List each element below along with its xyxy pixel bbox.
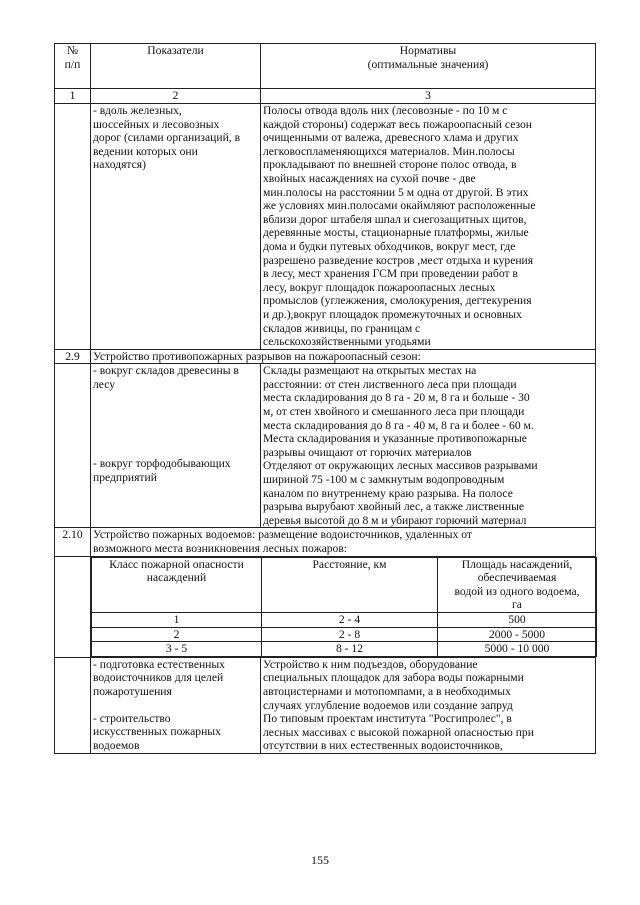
indicator-cell: - вокруг складов древесины в лесу - вокруг торфодобывающих предприятий bbox=[91, 364, 261, 528]
indicator-cell: - вдоль железных, шоссейных и лесовозных дорог (силами организаций, в ведении которых они находятся) bbox=[91, 104, 261, 350]
column-index: 3 bbox=[261, 89, 596, 104]
sub-header-distance: Расстояние, км bbox=[262, 557, 438, 612]
header-number: № п/п bbox=[55, 44, 91, 89]
row-number-empty bbox=[55, 657, 91, 753]
norm-cell: Устройство к ним подъездов, оборудование специальных площадок для забора воды пожарными автоцистернами и мотопомпами, а в необходимых случаях углубление водоемов или создание запруд По типовым проектам института "Росгипролес", в лесных массивах с высокой пожарной опасностью при отсутствии в них естественных водоисточников, bbox=[261, 657, 596, 753]
row-number-empty bbox=[55, 556, 91, 657]
section-row-2-10 bbox=[55, 528, 596, 556]
row-number-empty bbox=[55, 364, 91, 528]
section-title: Устройство противопожарных разрывов на пожароопасный сезон: bbox=[91, 349, 596, 364]
page-number: 155 bbox=[311, 853, 329, 867]
table-row-2-9-items bbox=[55, 364, 596, 528]
sub-header-area: Площадь насаждений, обеспечиваемая водой из одного водоема, га bbox=[438, 557, 597, 612]
column-index: 1 bbox=[55, 89, 91, 104]
table-row-roads bbox=[55, 104, 596, 350]
table-row: 2 2 - 8 2000 - 5000 bbox=[92, 627, 597, 642]
row-number: 2.9 bbox=[55, 349, 91, 364]
sub-table-row bbox=[55, 556, 596, 657]
table-row: 3 - 5 8 - 12 5000 - 10 000 bbox=[92, 642, 597, 657]
row-number: 2.10 bbox=[55, 528, 91, 556]
water-sources-table bbox=[91, 557, 597, 657]
norm-cell: Полосы отвода вдоль них (лесовозные - по 10 м с каждой стороны) содержат весь пожароопасный сезон очищенными от валежа, древесного хлама и других легковоспламеняющихся материалов. Мин.полосы прокладывают по внешней стороне полос отвода, в хвойных насаждениях на сухой почве - две мин.полосы на расстоянии 5 м одна от другой. В этих же условиях мин.полосами окаймляют расположенные вблизи дорог штабеля шпал и снегозащитных щитов, деревянные мосты, стационарные платформы, жилые дома и будки путевых обходчиков, вокруг мест, где разрешено разведение костров ,мест отдыха и курения в лесу, мест хранения ГСМ при проведении работ в лесу, вокруг площадок пожароопасных лесных промыслов (углежжения, смолокурения, дегтекурения и др.),вокруг площадок промежуточных и основных складов живицы, по границам с сельскохозяйственными угодьями bbox=[261, 104, 596, 350]
table-header-row bbox=[55, 44, 596, 89]
header-norms: Нормативы (оптимальные значения) bbox=[261, 44, 596, 89]
row-number-empty bbox=[55, 104, 91, 350]
sub-header-class: Класс пожарной опасности насаждений bbox=[92, 557, 262, 612]
column-index: 2 bbox=[91, 89, 261, 104]
norms-table bbox=[54, 43, 596, 754]
sub-table-header bbox=[92, 557, 597, 612]
section-title: Устройство пожарных водоемов: размещение водоисточников, удаленных от возможного места возникновения лесных пожаров: bbox=[91, 528, 596, 556]
norm-cell: Склады размещают на открытых местах на расстоянии: от стен лиственного леса при площади места складирования до 8 га - 20 м, 8 га и больше - 30 м, от стен хвойного и смешанного леса при площади места складирования до 8 га - 40 м, 8 га и более - 60 м. Места складирования и указанные противопожарные разрывы очищают от горючих материалов Отделяют от окружающих лесных массивов разрывами шириной 75 -100 м с замкнутым водопроводным каналом по внутреннему краю разрыва. На полосе разрыва вырубают хвойный лес, а также лиственные деревья высотой до 8 м и убирают горючий материал bbox=[261, 364, 596, 528]
column-index-row bbox=[55, 89, 596, 104]
indicator-cell: - подготовка естественных водоисточников для целей пожаротушения - строительство искусственных пожарных водоемов bbox=[91, 657, 261, 753]
table-row-2-10-items bbox=[55, 657, 596, 753]
table-row: 1 2 - 4 500 bbox=[92, 612, 597, 627]
header-indicators: Показатели bbox=[91, 44, 261, 89]
section-row-2-9 bbox=[55, 349, 596, 364]
